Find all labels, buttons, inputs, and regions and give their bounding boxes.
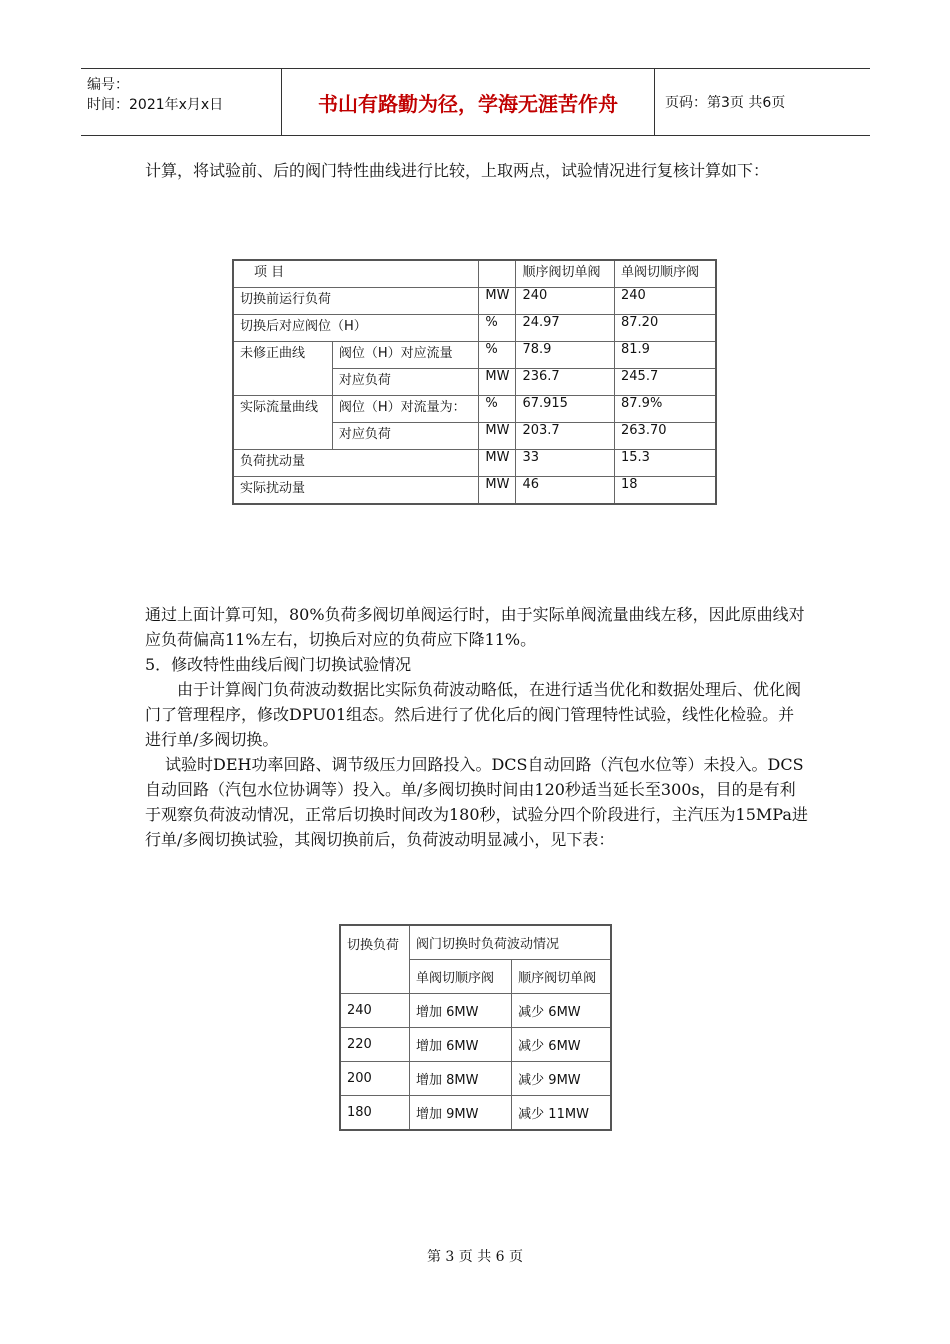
switch-table bbox=[339, 924, 612, 1131]
table-cell: 203.7 bbox=[516, 423, 615, 450]
table-cell: % bbox=[479, 396, 516, 423]
table-cell: 阀位（H）对应流量 bbox=[332, 342, 478, 369]
number-label: 编号： bbox=[87, 77, 129, 93]
table-cell: 减少 11MW bbox=[512, 1096, 611, 1131]
header-motto: 书山有路勤为径，学海无涯苦作舟 bbox=[281, 69, 655, 135]
table-cell: 87.9% bbox=[615, 396, 717, 423]
calc-table bbox=[232, 259, 717, 505]
table-cell: 减少 9MW bbox=[512, 1062, 611, 1096]
table-cell: MW bbox=[479, 288, 516, 315]
paragraph-4: 由于计算阀门负荷波动数据比实际负荷波动略低，在进行适当优化和数据处理后、优化阀门了管理程序，修改DPU01组态。然后进行了优化后的阀门管理特性试验，线性化检验。并进行单/多阀切换。 bbox=[145, 680, 802, 749]
table-cell: 切换负荷 bbox=[340, 925, 410, 994]
table-cell: 180 bbox=[340, 1096, 410, 1131]
table-cell: % bbox=[479, 342, 516, 369]
table-cell: MW bbox=[479, 477, 516, 505]
paragraph-2: 通过上面计算可知，80%负荷多阀切单阀运行时，由于实际单阀流量曲线左移，因此原曲线对应负荷偏高11%左右，切换后对应的负荷应下降11%。 bbox=[145, 605, 805, 649]
table-cell: 87.20 bbox=[615, 315, 717, 342]
table-row bbox=[233, 288, 716, 315]
table-row bbox=[340, 1062, 611, 1096]
header-meta bbox=[81, 69, 281, 135]
table-cell: 263.70 bbox=[615, 423, 717, 450]
table-cell: 78.9 bbox=[516, 342, 615, 369]
table-cell: 对应负荷 bbox=[332, 369, 478, 396]
table-row bbox=[340, 925, 611, 960]
table-cell: 对应负荷 bbox=[332, 423, 478, 450]
section-heading: 5．修改特性曲线后阀门切换试验情况 bbox=[145, 655, 412, 674]
table-cell: 切换后对应阀位（H） bbox=[233, 315, 479, 342]
table-row bbox=[233, 260, 716, 288]
table-cell: 81.9 bbox=[615, 342, 717, 369]
table-row bbox=[233, 450, 716, 477]
table-cell: 240 bbox=[340, 994, 410, 1028]
table-cell: 实际扰动量 bbox=[233, 477, 479, 505]
table-cell: 项 目 bbox=[233, 260, 479, 288]
table-row bbox=[233, 342, 716, 369]
table-cell: 顺序阀切单阀 bbox=[516, 260, 615, 288]
table-cell: MW bbox=[479, 450, 516, 477]
table-row bbox=[340, 1028, 611, 1062]
table-cell: 未修正曲线 bbox=[233, 342, 332, 396]
table-cell: 200 bbox=[340, 1062, 410, 1096]
table-cell: 阀门切换时负荷波动情况 bbox=[410, 925, 611, 960]
table-row bbox=[233, 477, 716, 505]
table-row bbox=[340, 1096, 611, 1131]
table-cell: 67.915 bbox=[516, 396, 615, 423]
table-row bbox=[233, 315, 716, 342]
table-cell: 46 bbox=[516, 477, 615, 505]
table-cell: 实际流量曲线 bbox=[233, 396, 332, 450]
table-cell: 24.97 bbox=[516, 315, 615, 342]
time-label: 时间：2021年x月x日 bbox=[87, 97, 224, 113]
table-cell: % bbox=[479, 315, 516, 342]
table-cell: MW bbox=[479, 423, 516, 450]
table-cell: 236.7 bbox=[516, 369, 615, 396]
table-cell: 245.7 bbox=[615, 369, 717, 396]
table-cell: 增加 9MW bbox=[410, 1096, 512, 1131]
table-cell: MW bbox=[479, 369, 516, 396]
table-row bbox=[340, 994, 611, 1028]
table-cell: 顺序阀切单阀 bbox=[512, 960, 611, 994]
table-cell: 减少 6MW bbox=[512, 1028, 611, 1062]
table-cell: 240 bbox=[615, 288, 717, 315]
table-cell: 15.3 bbox=[615, 450, 717, 477]
page-footer: 第 3 页 共 6 页 bbox=[426, 1249, 524, 1265]
table-cell: 减少 6MW bbox=[512, 994, 611, 1028]
page-header bbox=[81, 68, 870, 136]
table-cell: 单阀切顺序阀 bbox=[615, 260, 717, 288]
table-cell: 阀位（H）对流量为： bbox=[332, 396, 478, 423]
paragraph-5: 试验时DEH功率回路、调节级压力回路投入。DCS自动回路（汽包水位等）未投入。DCS自动回路（汽包水位协调等）投入。单/多阀切换时间由120秒适当延长至300s，目的是有利于观察负荷波动情况，正常后切换时间改为180秒，试验分四个阶段进行，主汽压为15MPa进行单/多阀切换试验，其阀切换前后，负荷波动明显减小，见下表： bbox=[145, 755, 808, 849]
table-cell: 220 bbox=[340, 1028, 410, 1062]
table-cell bbox=[479, 260, 516, 288]
table-cell: 18 bbox=[615, 477, 717, 505]
table-cell: 单阀切顺序阀 bbox=[410, 960, 512, 994]
table-cell: 增加 8MW bbox=[410, 1062, 512, 1096]
table-cell: 33 bbox=[516, 450, 615, 477]
paragraph-1: 计算，将试验前、后的阀门特性曲线进行比较，上取两点，试验情况进行复核计算如下： bbox=[145, 161, 770, 180]
table-cell: 负荷扰动量 bbox=[233, 450, 479, 477]
header-page-code: 页码：第3页 共6页 bbox=[665, 95, 786, 111]
table-cell: 增加 6MW bbox=[410, 1028, 512, 1062]
table-cell: 增加 6MW bbox=[410, 994, 512, 1028]
table-row bbox=[233, 396, 716, 423]
table-cell: 切换前运行负荷 bbox=[233, 288, 479, 315]
table-cell: 240 bbox=[516, 288, 615, 315]
